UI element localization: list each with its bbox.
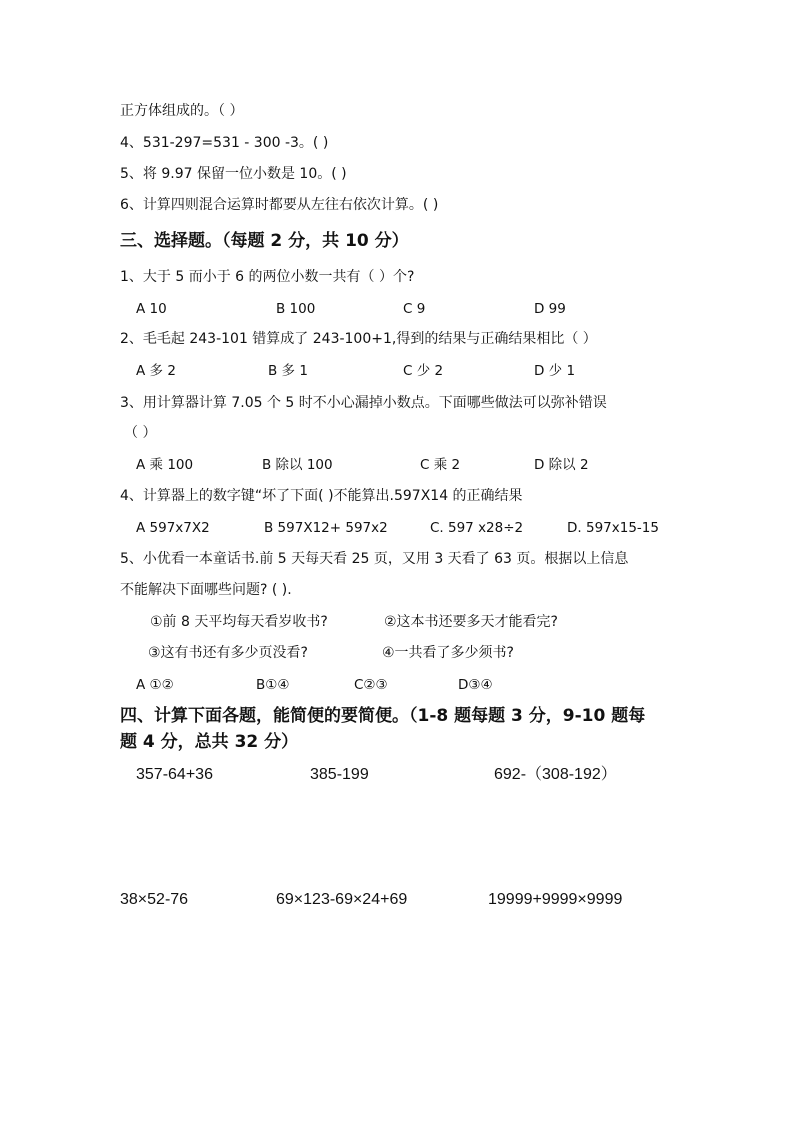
calc-expression-5: 69×123-69×24+69 (276, 891, 408, 908)
q5-sub-question-1: ①前 8 天平均每天看岁收书? (150, 614, 328, 630)
calc-expression-2: 385-199 (310, 766, 369, 783)
calc-expression-6: 19999+9999×9999 (488, 891, 623, 908)
choice-question-1: 1、大于 5 而小于 6 的两位小数一共有（ ）个? (120, 269, 415, 285)
q3-option-a: A 乘 100 (136, 457, 194, 473)
q4-option-b: B 597X12+ 597x2 (264, 520, 388, 536)
q2-option-b: B 多 1 (268, 363, 308, 379)
q5-option-b: B①④ (256, 677, 290, 693)
judgement-line-continuation: 正方体组成的。（ ） (120, 103, 244, 119)
q4-option-d: D. 597x15-15 (567, 520, 659, 536)
q5-sub-question-2: ②这本书还要多天才能看完? (384, 614, 558, 630)
choice-question-3-blank: （ ） (124, 425, 157, 441)
q1-option-b: B 100 (276, 301, 316, 317)
q1-option-d: D 99 (534, 301, 566, 317)
q4-option-a: A 597x7X2 (136, 520, 210, 536)
q5-option-c: C②③ (354, 677, 388, 693)
section4-heading-line2: 题 4 分，总共 32 分） (120, 732, 299, 752)
q4-option-c: C. 597 x28÷2 (430, 520, 524, 536)
q5-sub-question-3: ③这有书还有多少页没看? (148, 645, 308, 661)
section3-heading: 三、选择题。（每题 2 分，共 10 分） (120, 231, 409, 251)
q3-option-c: C 乘 2 (420, 457, 461, 473)
judgement-question-6: 6、计算四则混合运算时都要从左往右依次计算。( ) (120, 197, 439, 213)
q2-option-d: D 少 1 (534, 363, 576, 379)
q3-option-d: D 除以 2 (534, 457, 589, 473)
q2-option-c: C 少 2 (403, 363, 444, 379)
q5-option-d: D③④ (458, 677, 493, 693)
choice-question-2: 2、毛毛起 243-101 错算成了 243-100+1,得到的结果与正确结果相比（ ） (120, 331, 597, 347)
calc-expression-3: 692-（308-192） (494, 766, 617, 783)
calc-expression-4: 38×52-76 (120, 891, 189, 908)
judgement-question-4: 4、531-297=531 - 300 -3。( ) (120, 135, 329, 151)
q5-option-a: A ①② (136, 677, 174, 693)
q3-option-b: B 除以 100 (262, 457, 333, 473)
judgement-question-5: 5、将 9.97 保留一位小数是 10。( ) (120, 166, 347, 182)
q2-option-a: A 多 2 (136, 363, 176, 379)
choice-question-5-line2: 不能解决下面哪些问题? ( ). (120, 582, 292, 598)
choice-question-3: 3、用计算器计算 7.05 个 5 时不小心漏掉小数点。下面哪些做法可以弥补错误 (120, 395, 607, 411)
q5-sub-question-4: ④一共看了多少须书? (382, 645, 514, 661)
choice-question-4: 4、计算器上的数字键“坏了下面( )不能算出.597X14 的正确结果 (120, 488, 523, 504)
q1-option-a: A 10 (136, 301, 167, 317)
calc-expression-1: 357-64+36 (136, 766, 213, 783)
q1-option-c: C 9 (403, 301, 426, 317)
section4-heading-line1: 四、计算下面各题，能简便的要简便。（1-8 题每题 3 分，9-10 题每 (120, 706, 646, 726)
choice-question-5: 5、小优看一本童话书.前 5 天每天看 25 页，又用 3 天看了 63 页。根据以上信息 (120, 551, 629, 567)
